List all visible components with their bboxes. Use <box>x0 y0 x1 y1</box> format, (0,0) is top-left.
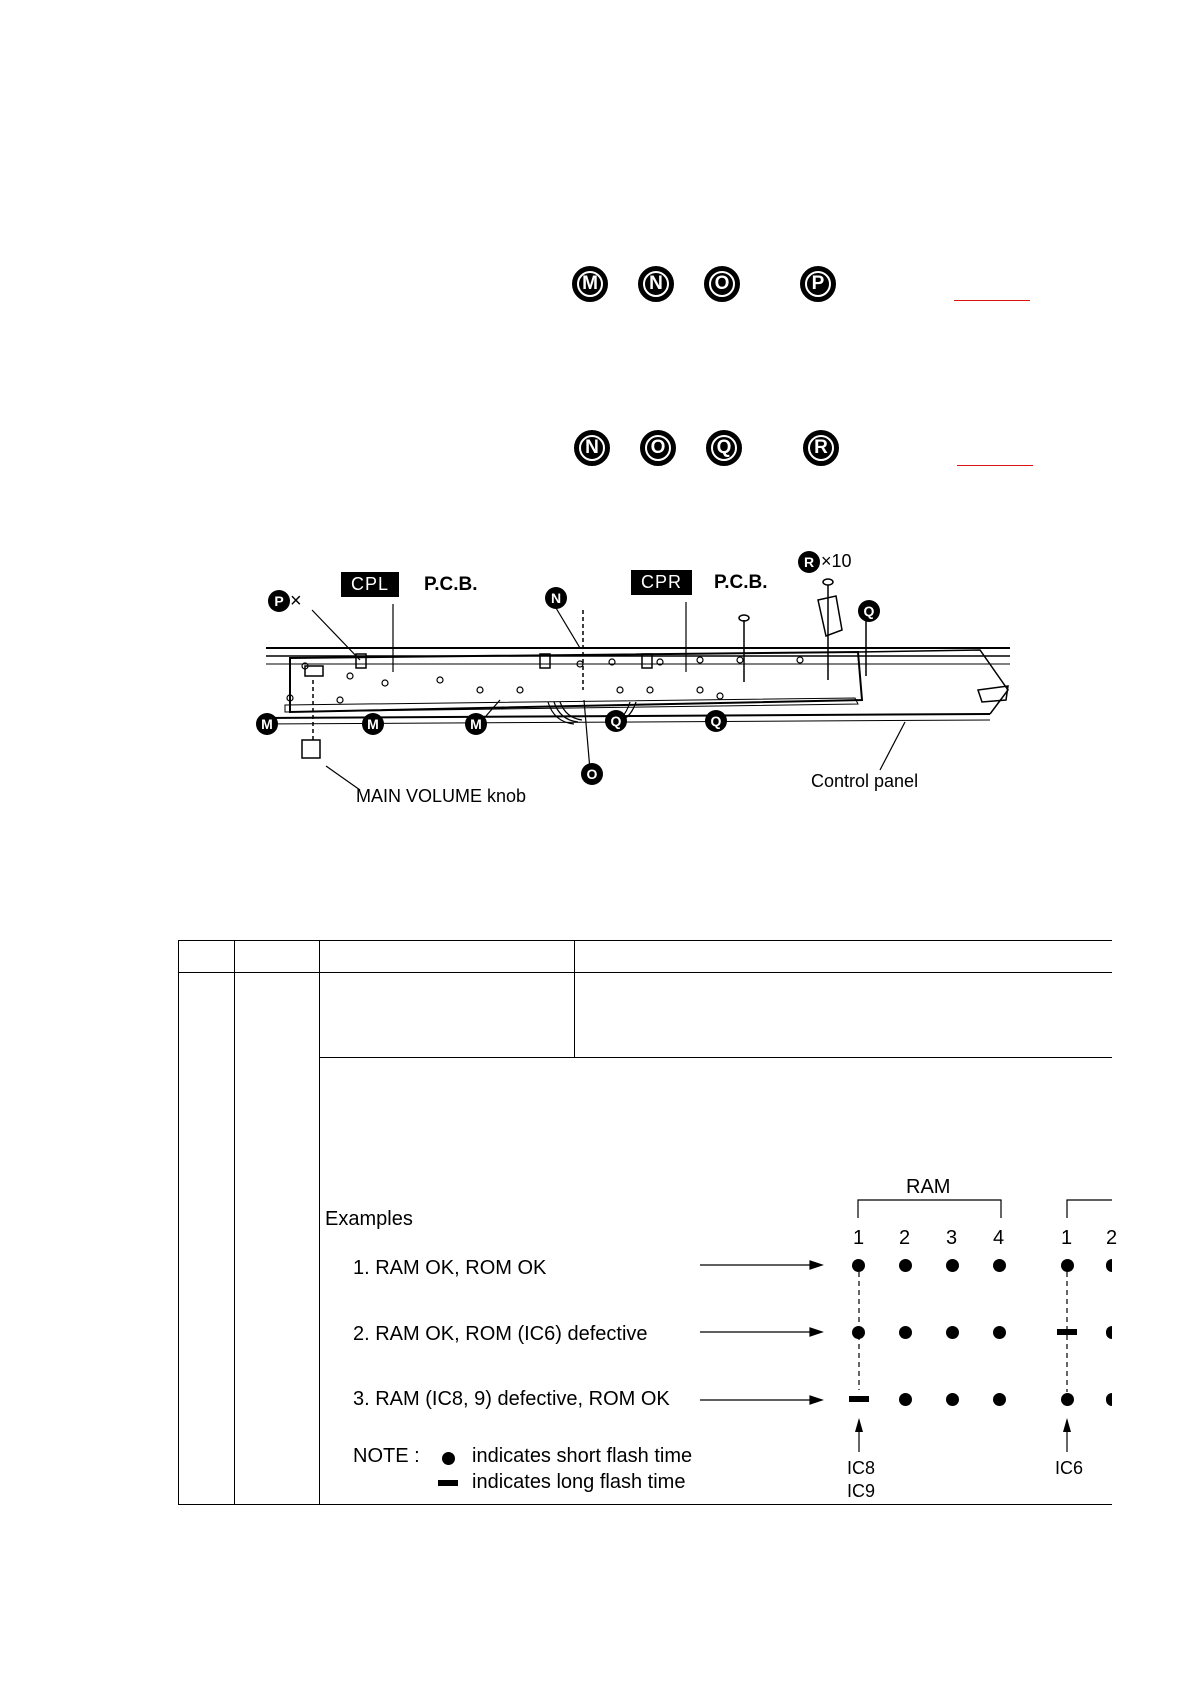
flash-short-dot <box>852 1326 865 1339</box>
flash-short-dot <box>993 1393 1006 1406</box>
marker-m-icon: M <box>572 266 608 302</box>
ram-col-1: 1 <box>853 1227 865 1249</box>
flash-short-dot <box>899 1393 912 1406</box>
flash-short-dot <box>993 1259 1006 1272</box>
flash-short-dot <box>1106 1259 1112 1272</box>
cpl-pcb-label: P.C.B. <box>424 574 478 595</box>
example-row-2: 2. RAM OK, ROM (IC6) defective <box>353 1323 648 1345</box>
marker-n-icon: N <box>638 266 674 302</box>
main-volume-label: MAIN VOLUME knob <box>356 786 527 806</box>
legend-short-dot <box>442 1452 455 1465</box>
flash-short-dot <box>1061 1259 1074 1272</box>
flash-short-dot <box>946 1259 959 1272</box>
example-row-1: 1. RAM OK, ROM OK <box>353 1257 547 1279</box>
marker-o-icon: O <box>581 763 603 785</box>
marker-p-icon: P <box>800 266 836 302</box>
flash-short-dot <box>899 1326 912 1339</box>
ic9-label: IC9 <box>847 1481 876 1501</box>
note-label: NOTE : <box>353 1445 420 1467</box>
flash-short-dot <box>946 1326 959 1339</box>
ram-col-2: 2 <box>899 1227 911 1249</box>
r-times-label: ×10 <box>821 551 852 571</box>
marker-m-icon: M <box>362 713 384 735</box>
flash-long-dash <box>1057 1329 1077 1335</box>
marker-q-icon: Q <box>705 710 727 732</box>
flash-short-dot <box>1061 1393 1074 1406</box>
marker-o-icon: O <box>704 266 740 302</box>
marker-r-icon: R <box>798 551 820 573</box>
marker-m-icon: M <box>465 713 487 735</box>
flash-short-dot <box>899 1259 912 1272</box>
flash-short-dot <box>1106 1393 1112 1406</box>
cpl-label: CPL <box>341 572 399 597</box>
flash-short-dot <box>946 1393 959 1406</box>
p-times-label: × <box>290 590 302 612</box>
examples-title: Examples <box>325 1208 413 1230</box>
control-panel-label: Control panel <box>811 771 919 791</box>
marker-q-icon: Q <box>706 430 742 466</box>
marker-q-icon: Q <box>858 600 880 622</box>
rom-col-2: 2 <box>1106 1227 1118 1249</box>
marker-m-icon: M <box>256 713 278 735</box>
marker-o-icon: O <box>640 430 676 466</box>
cpr-label: CPR <box>631 570 692 595</box>
example-row-3: 3. RAM (IC8, 9) defective, ROM OK <box>353 1388 670 1410</box>
marker-n-icon: N <box>545 587 567 609</box>
legend-long-dash <box>438 1480 458 1486</box>
flash-long-dash <box>849 1396 869 1402</box>
marker-r-icon: R <box>803 430 839 466</box>
note-short-text: indicates short flash time <box>472 1445 693 1467</box>
ram-label: RAM <box>906 1176 951 1198</box>
rom-col-1: 1 <box>1061 1227 1073 1249</box>
flash-short-dot <box>1106 1326 1112 1339</box>
ic8-label: IC8 <box>847 1458 876 1478</box>
marker-n-icon: N <box>574 430 610 466</box>
cpr-pcb-label: P.C.B. <box>714 572 768 593</box>
marker-p-icon: P <box>268 590 290 612</box>
flash-short-dot <box>993 1326 1006 1339</box>
ic6-label: IC6 <box>1055 1458 1084 1478</box>
note-long-text: indicates long flash time <box>472 1471 686 1493</box>
marker-q-icon: Q <box>605 710 627 732</box>
flash-short-dot <box>852 1259 865 1272</box>
ram-col-4: 4 <box>993 1227 1005 1249</box>
ram-col-3: 3 <box>946 1227 958 1249</box>
